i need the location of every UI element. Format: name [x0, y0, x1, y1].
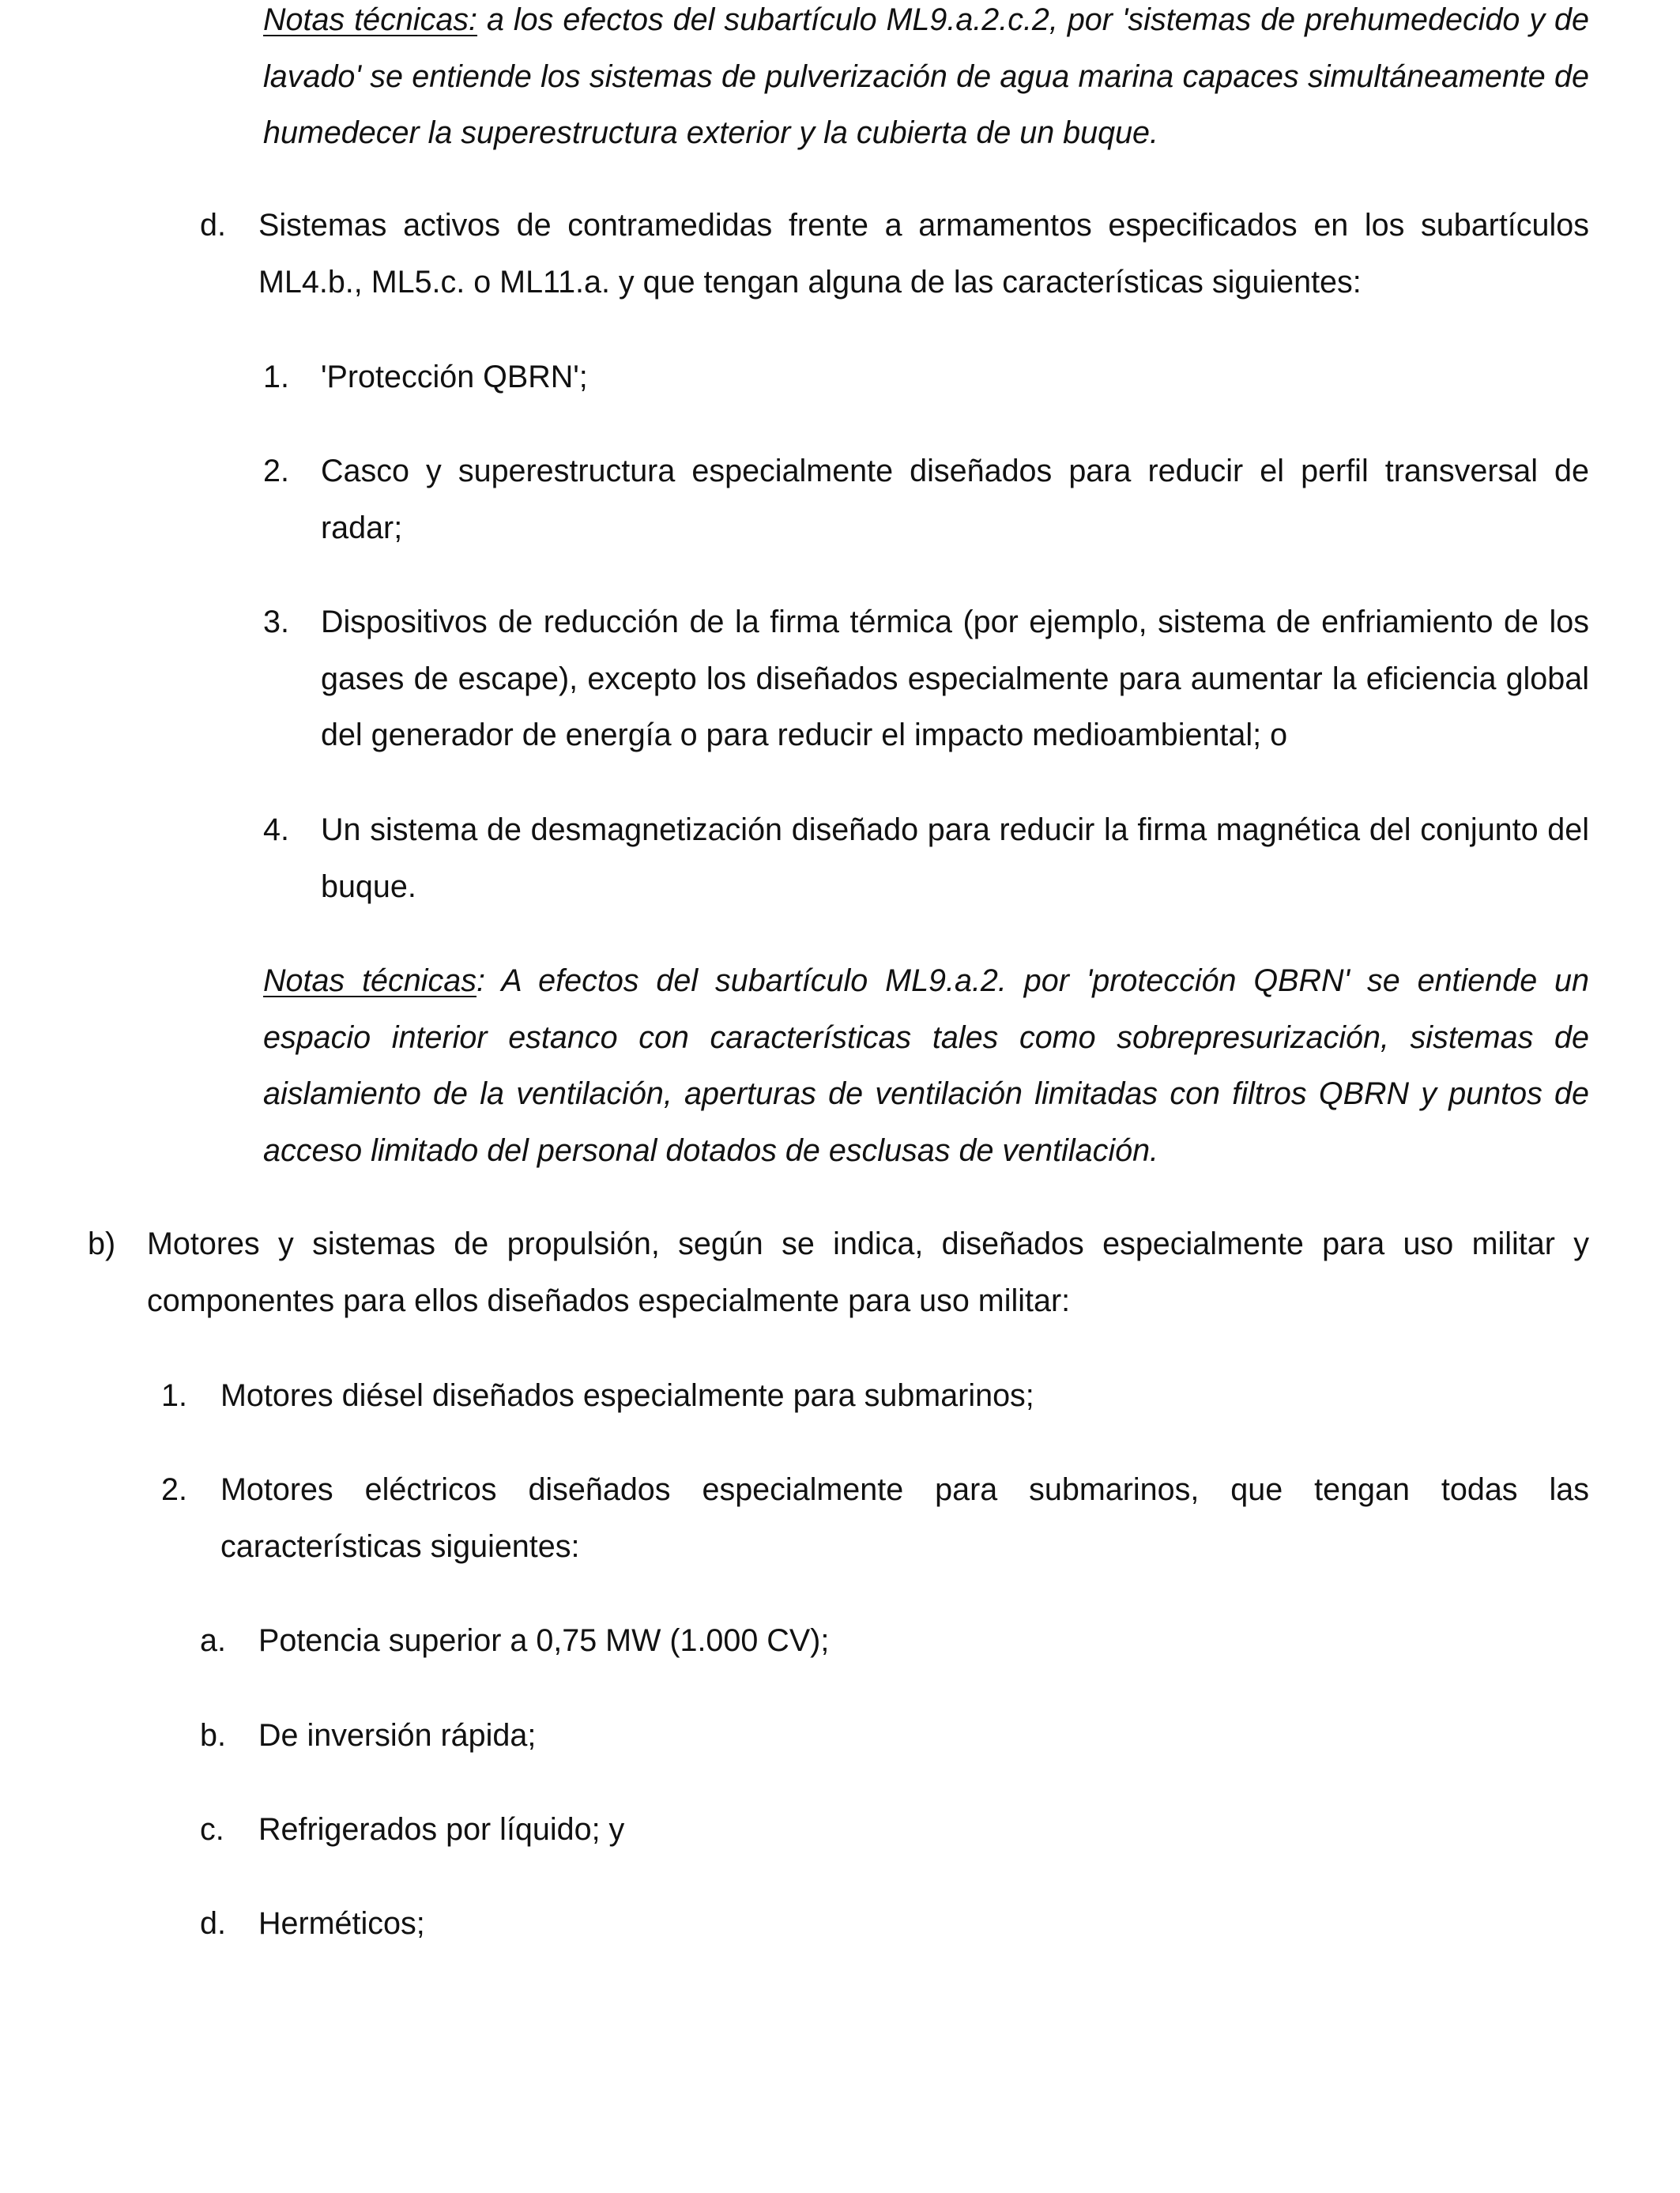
list-marker-d2: 2.	[263, 454, 289, 488]
list-marker-d4: 4.	[263, 812, 289, 847]
list-marker-d1: 1.	[263, 360, 289, 394]
technical-note-label: Notas técnicas	[263, 963, 477, 998]
technical-note-label: Notas técnicas:	[263, 2, 478, 37]
list-item-b1: Motores diésel diseñados especialmente para submarinos;	[220, 1378, 1034, 1413]
list-item-b2d: Herméticos;	[258, 1906, 425, 1941]
list-item-d1: 'Protección QBRN';	[321, 360, 588, 394]
list-item-d3: Dispositivos de reducción de la firma térmica (por ejemplo, sistema de enfriamiento de los gases de escape), excepto los diseñados especialmente para aumentar la eficiencia global del generador de energía o para reducir el impacto medioambiental; o	[321, 605, 1589, 752]
list-item-d: Sistemas activos de contramedidas frente a armamentos especificados en los subartículos ML4.b., ML5.c. o ML11.a. y que tengan alguna de las características siguientes:	[258, 208, 1589, 300]
list-marker-d: d.	[200, 208, 226, 243]
list-item-b2a: Potencia superior a 0,75 MW (1.000 CV);	[258, 1623, 830, 1658]
list-marker-b2d: d.	[200, 1906, 226, 1941]
technical-note-text: : A efectos del subartículo ML9.a.2. por 'protección QBRN' se entiende un espacio interior estanco con características tales como sobrepresurización, sistemas de aislamiento de la ventilación, aperturas de ventilación limitadas con filtros QBRN y puntos de acceso limitado del personal dotados de esclusas de ventilación.	[263, 963, 1589, 1168]
technical-note-text: a los efectos del subartículo ML9.a.2.c.2, por 'sistemas de prehumedecido y de lavado' se entiende los sistemas de pulverización de agua marina capaces simultáneamente de humedecer la superestructura exterior y la cubierta de un buque.	[263, 2, 1589, 150]
technical-note-2	[263, 953, 1589, 1179]
list-marker-d3: 3.	[263, 605, 289, 639]
list-marker-b: b)	[88, 1226, 116, 1261]
list-item-b2: Motores eléctricos diseñados especialmente para submarinos, que tengan todas las características siguientes:	[220, 1472, 1589, 1564]
list-item-b: Motores y sistemas de propulsión, según se indica, diseñados especialmente para uso militar y componentes para ellos diseñados especialmente para uso militar:	[147, 1226, 1589, 1318]
list-item-b2c: Refrigerados por líquido; y	[258, 1812, 625, 1847]
list-item-d4: Un sistema de desmagnetización diseñado para reducir la firma magnética del conjunto del buque.	[321, 812, 1589, 904]
technical-note-1	[263, 0, 1589, 162]
list-marker-b1: 1.	[161, 1378, 187, 1413]
list-item-b2b: De inversión rápida;	[258, 1718, 537, 1753]
list-marker-b2b: b.	[200, 1718, 226, 1753]
list-marker-b2: 2.	[161, 1472, 187, 1507]
list-marker-b2a: a.	[200, 1623, 226, 1658]
list-marker-b2c: c.	[200, 1812, 224, 1847]
list-item-d2: Casco y superestructura especialmente diseñados para reducir el perfil transversal de radar;	[321, 454, 1589, 545]
